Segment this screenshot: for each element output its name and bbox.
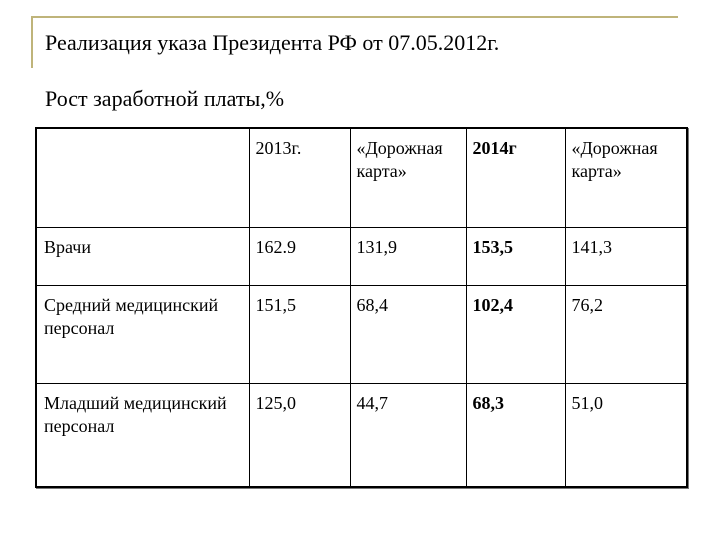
header-cell-2014: 2014г	[466, 128, 565, 227]
header-cell-empty	[36, 128, 249, 227]
table-cell: 151,5	[249, 285, 350, 383]
table-cell: 141,3	[565, 227, 687, 285]
table-row	[36, 227, 687, 285]
table-cell: 162.9	[249, 227, 350, 285]
frame-left-line	[31, 16, 33, 68]
header-cell-roadmap-2013: «Дорожная карта»	[350, 128, 466, 227]
table-cell: 153,5	[466, 227, 565, 285]
header-cell-roadmap-2014: «Дорожная карта»	[565, 128, 687, 227]
slide-subtitle: Рост заработной платы,%	[45, 86, 285, 111]
table-cell: 68,3	[466, 383, 565, 487]
table-row	[36, 383, 687, 487]
row-label: Врачи	[36, 227, 249, 285]
table-cell: 44,7	[350, 383, 466, 487]
table-cell: 125,0	[249, 383, 350, 487]
table-cell: 131,9	[350, 227, 466, 285]
frame-top-line	[31, 16, 678, 18]
row-label: Средний медицинский персонал	[36, 285, 249, 383]
table-header-row	[36, 128, 687, 227]
slide-title: Реализация указа Президента РФ от 07.05.2012г.	[45, 30, 500, 55]
row-label: Младший медицинский персонал	[36, 383, 249, 487]
table-cell: 76,2	[565, 285, 687, 383]
table-cell: 102,4	[466, 285, 565, 383]
table-cell: 68,4	[350, 285, 466, 383]
salary-growth-table	[35, 127, 688, 488]
table-row	[36, 285, 687, 383]
header-cell-2013: 2013г.	[249, 128, 350, 227]
table-cell: 51,0	[565, 383, 687, 487]
